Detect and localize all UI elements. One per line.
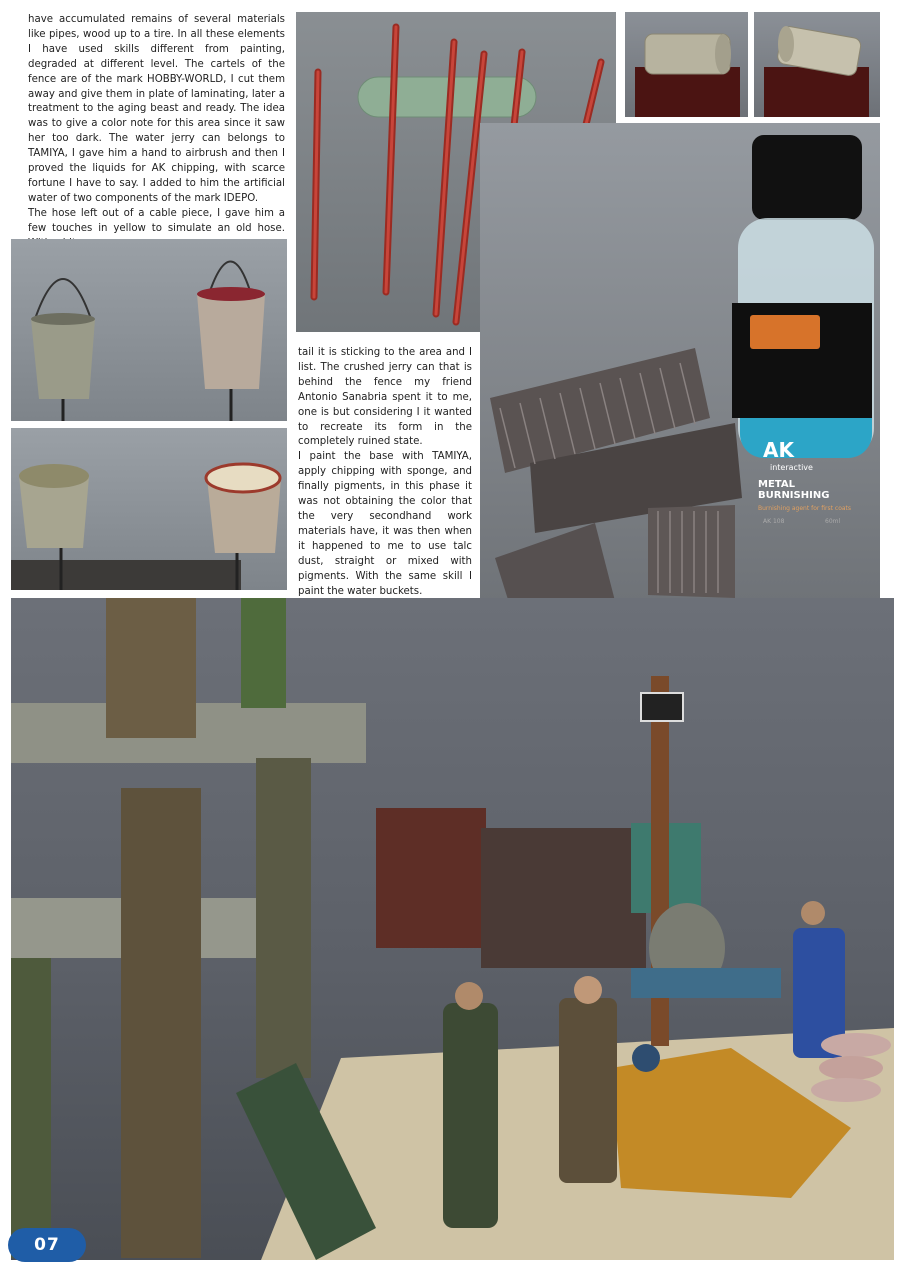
middle-paragraph-1: tail it is sticking to the area and I list. The crushed jerry can that is behind the fence my friend Antonio Sanabria spent it to me, one is but considering I it wanted to recreate its form in the completely ruined state.	[298, 347, 472, 448]
ak-bottle	[732, 135, 874, 458]
page-number: 07	[8, 1228, 86, 1262]
drum-illustration	[625, 12, 748, 117]
bottle-roofing-illustration	[480, 123, 880, 656]
bottle-subtitle: Burnishing agent for first coats	[758, 505, 852, 512]
diorama-illustration	[11, 598, 894, 1260]
drum-illustration-2	[754, 12, 880, 117]
photo-drum-side	[754, 12, 880, 117]
bottle-volume: 60ml	[825, 518, 841, 525]
photo-buckets-top	[11, 428, 287, 590]
photo-drum-top	[625, 12, 748, 117]
buckets-illustration	[11, 239, 287, 421]
bottle-code: AK 108	[763, 518, 785, 525]
bottle-product: METAL BURNISHING	[758, 479, 830, 501]
middle-text-column	[298, 346, 472, 629]
left-paragraph-2: The hose left out of a cable piece, I gave him a few touches in yellow to simulate an old hose.	[28, 207, 285, 234]
middle-paragraph-2: I paint the base with TAMIYA, apply chipping with sponge, and finally pigments, in this phase it was not obtaining the color that the very secondhand work materials have, it was then when it happened to me to use talc dust, straight or mixed with pigments. With the same skill I paint the water buckets.	[298, 451, 472, 597]
left-text-column	[28, 13, 285, 252]
bottle-brand: AK	[763, 438, 794, 462]
photo-ak-bottle-roofing	[480, 123, 880, 656]
photo-buckets-side	[11, 239, 287, 421]
photo-diorama	[11, 598, 894, 1260]
bottle-brand-sub: interactive	[770, 463, 813, 472]
buckets-illustration-2	[11, 428, 287, 590]
left-paragraph-1: have accumulated remains of several materials like pipes, wood up to a tire. In all these elements I have used skills different from painting, degraded at different level. The cartels of the fence are of the mark HOBBY-WORLD, I cut them away and give them in plate of laminating, later a treatment to the aging beast and ready. The idea was to give a color note for this area since it saw her too dark. The water jerry can belongs to TAMIYA, I gave him a hand to airbrush and then I proved the liquids for AK chipping, with scarce fortune I have to say. I added to him the artificial water of two components of the mark IDEPO.	[28, 14, 285, 204]
corrugated-sheets	[490, 348, 742, 638]
